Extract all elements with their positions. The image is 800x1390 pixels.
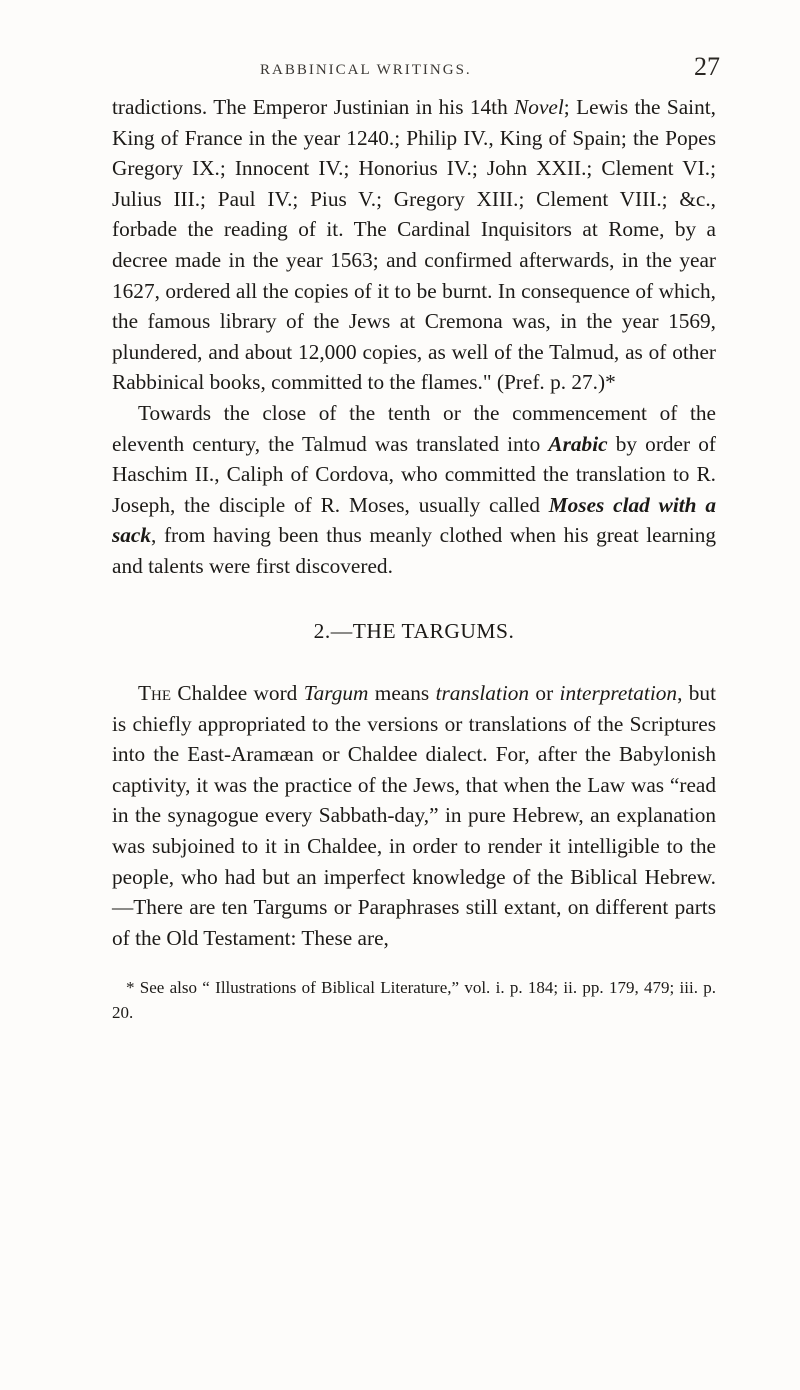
book-page xyxy=(112,52,720,1025)
arabic-translation-paragraph: Towards the close of the tenth or the commencement of the eleventh century, the Talmud was translated into Arabic by order of Haschim II., Caliph of Cordova, who committed the translation to R. Joseph, the disciple of R. Moses, usually called Moses clad with a sack, from having been thus meanly clothed when his great learning and talents were first discovered. xyxy=(112,400,716,578)
targums-paragraph: The Chaldee word Targum means translation or interpretation, but is chiefly appropriated to the versions or translations of the Scriptures into the East-Aramæan or Chaldee dialect. For, after the Babylonish captivity, it was the practice of the Jews, that when the Law was “read in the synagogue every Sabbath-day,” in pure Hebrew, an explanation was subjoined to it in Chaldee, in order to render it intelligible to the people, who had but an imperfect knowledge of the Biblical Hebrew.—There are ten Targums or Paraphrases still extant, on different parts of the Old Testament: These are, xyxy=(112,681,716,950)
body-text xyxy=(112,92,716,953)
continuation-paragraph: tradictions. The Emperor Justinian in his 14th Novel; Lewis the Saint, King of France in the year 1240.; Philip IV., King of Spain; the Popes Gregory IX.; Innocent IV.; Honorius IV.; John XXII.; Clement VI.; Julius III.; Paul IV.; Pius V.; Gregory XIII.; Clement VIII.; &c., forbade the reading of it. The Cardinal Inquisitors at Rome, by a decree made in the year 1563; and confirmed afterwards, in the year 1627, ordered all the copies of it to be burnt. In consequence of which, the famous library of the Jews at Cremona was, in the year 1569, plundered, and about 12,000 copies, as well of the Talmud, as of other Rabbinical books, committed to the flames." (Pref. p. 27.)* xyxy=(112,95,716,395)
section-heading: 2.—THE TARGUMS. xyxy=(313,618,515,643)
running-title: RABBINICAL WRITINGS. xyxy=(260,62,472,78)
page-header xyxy=(112,52,720,92)
page-number: 27 xyxy=(694,52,720,81)
footnote: * See also “ Illustrations of Biblical Literature,” vol. i. p. 184; ii. pp. 179, 479; iii. p. 20. xyxy=(112,978,716,1023)
